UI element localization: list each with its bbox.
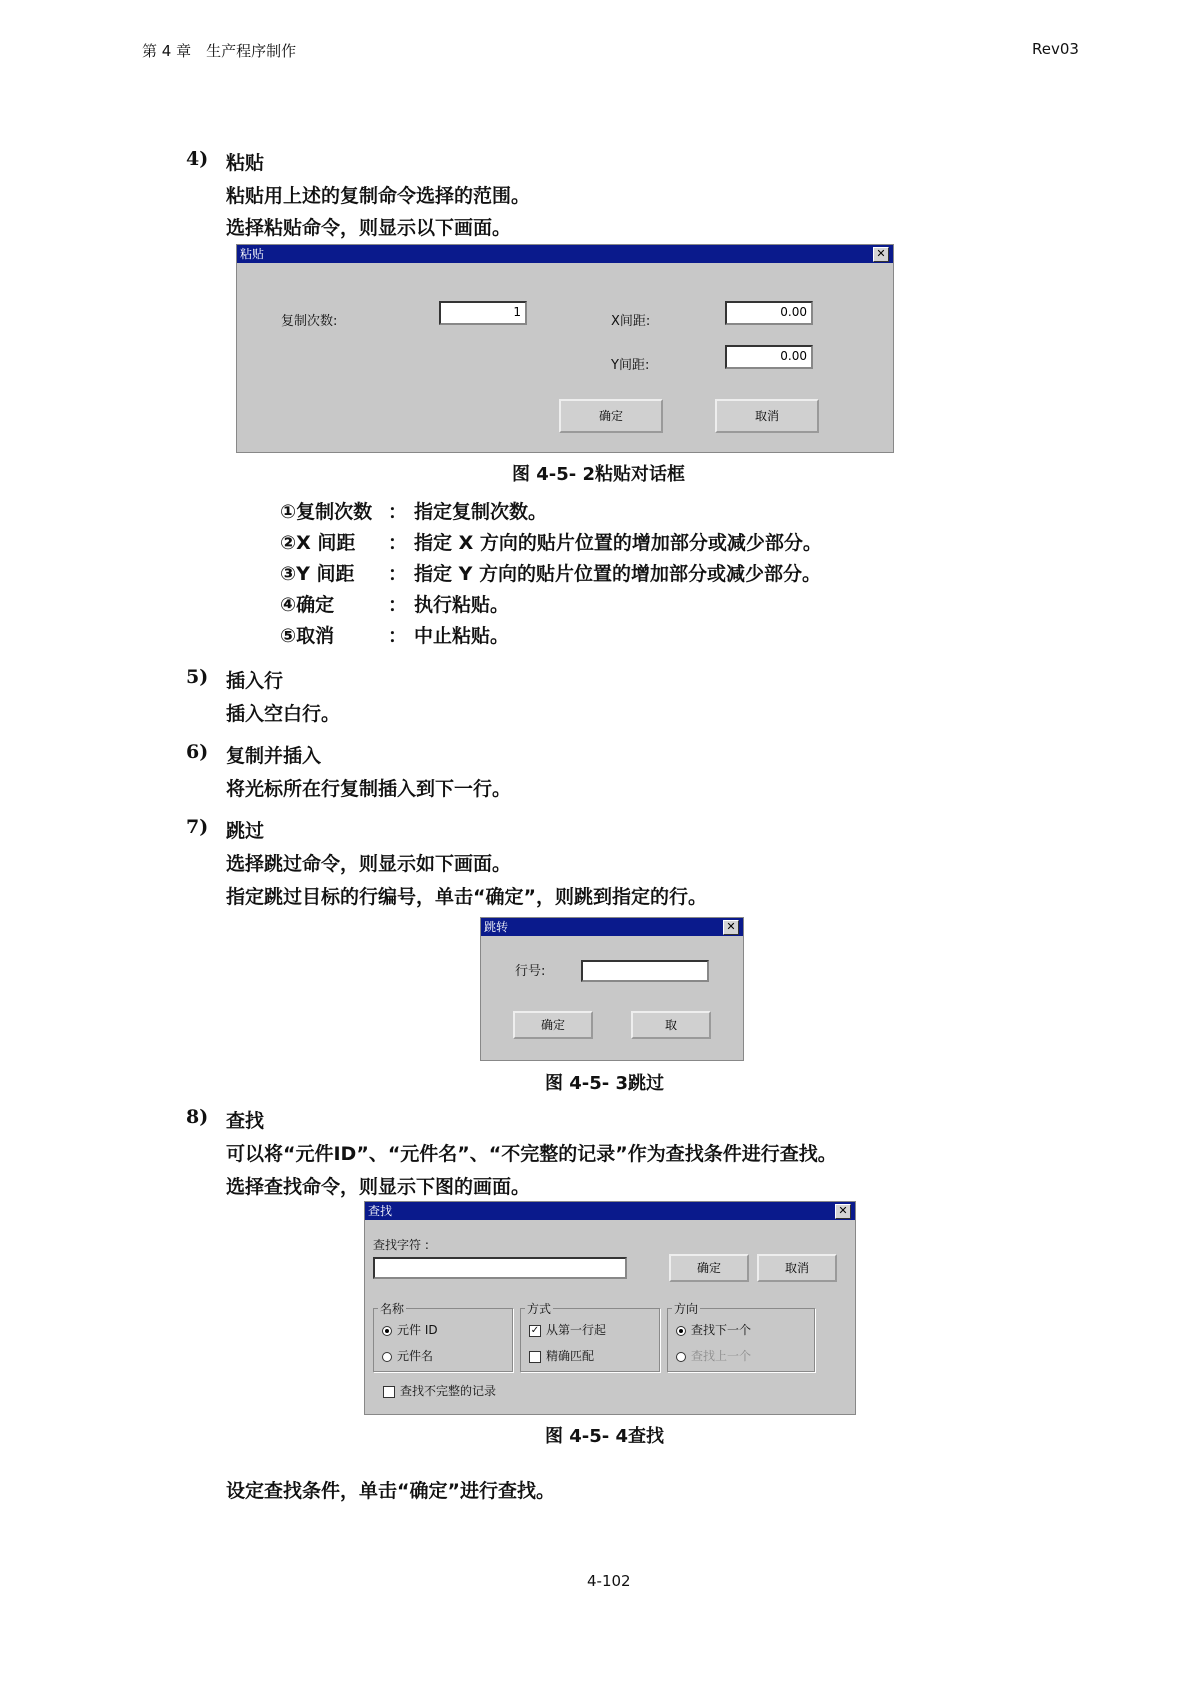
name-group-title: 名称	[380, 1302, 405, 1316]
paste-item-desc: 中止粘贴。	[414, 625, 510, 647]
find-next-label: 查找下一个	[691, 1323, 752, 1337]
find-dialog	[364, 1201, 856, 1415]
section-5-line1: 插入空白行。	[226, 703, 341, 725]
find-previous-label: 查找上一个	[691, 1349, 752, 1363]
mode-group-title: 方式	[527, 1302, 552, 1316]
copies-input[interactable]: 1	[439, 301, 527, 325]
section-6-line1: 将光标所在行复制插入到下一行。	[226, 778, 512, 800]
paste-item-term: ④确定	[280, 594, 335, 616]
radio-icon	[676, 1352, 686, 1362]
section-5-title: 插入行	[226, 670, 284, 692]
y-gap-label: Y间距:	[611, 358, 650, 373]
exact-match-label: 精确匹配	[546, 1349, 595, 1363]
search-text-label: 查找字符 :	[373, 1238, 429, 1252]
copies-label: 复制次数:	[281, 314, 338, 329]
from-first-row-label: 从第一行起	[546, 1323, 607, 1337]
section-7-line2: 指定跳过目标的行编号，单击“确定”，则跳到指定的行。	[226, 886, 707, 908]
paste-cancel-button[interactable]: 取消	[715, 399, 819, 433]
paste-item-desc: 指定复制次数。	[414, 501, 548, 523]
radio-part-id[interactable]	[382, 1321, 438, 1338]
paste-item-sep: ：	[388, 532, 408, 554]
close-icon[interactable]: ✕	[723, 920, 739, 935]
figure-2-caption: 图 4-5- 2粘贴对话框	[512, 464, 686, 485]
section-7-title: 跳过	[226, 820, 265, 842]
closing-text: 设定查找条件，单击“确定”进行查找。	[226, 1480, 555, 1502]
section-8-title: 查找	[226, 1110, 265, 1132]
paste-item-desc: 指定 Y 方向的贴片位置的增加部分或减少部分。	[414, 563, 821, 585]
section-4-title: 粘贴	[226, 152, 265, 174]
checkbox-exact-match[interactable]	[529, 1347, 594, 1364]
jump-dialog	[480, 917, 744, 1061]
name-group	[373, 1302, 513, 1372]
section-5-number: 5)	[186, 666, 209, 688]
jump-ok-button[interactable]: 确定	[513, 1011, 593, 1039]
row-number-label: 行号:	[515, 964, 546, 979]
paste-item-sep: ：	[388, 625, 408, 647]
paste-item-sep: ：	[388, 594, 408, 616]
x-gap-label: X间距:	[611, 314, 651, 329]
find-cancel-button[interactable]: 取消	[757, 1254, 837, 1282]
paste-item-desc: 指定 X 方向的贴片位置的增加部分或减少部分。	[414, 532, 822, 554]
radio-part-name-label: 元件名	[397, 1349, 434, 1363]
radio-part-name[interactable]	[382, 1347, 433, 1364]
jump-dialog-title: 跳转	[481, 918, 743, 936]
mode-group	[520, 1302, 660, 1372]
paste-item-sep: ：	[388, 563, 408, 585]
chapter-header: 第 4 章 生产程序制作	[142, 42, 297, 60]
paste-item-term: ②X 间距	[280, 532, 356, 554]
section-4-line2: 选择粘贴命令，则显示以下画面。	[226, 217, 512, 239]
find-dialog-title: 查找	[365, 1202, 855, 1220]
radio-selected-icon	[676, 1326, 686, 1336]
checkbox-icon	[529, 1351, 541, 1363]
radio-icon	[382, 1352, 392, 1362]
section-8-line1: 可以将“元件ID”、“元件名”、“不完整的记录”作为查找条件进行查找。	[226, 1143, 837, 1165]
section-4-line1: 粘贴用上述的复制命令选择的范围。	[226, 185, 531, 207]
direction-group-title: 方向	[674, 1302, 699, 1316]
paste-item-term: ③Y 间距	[280, 563, 355, 585]
paste-item-desc: 执行粘贴。	[414, 594, 510, 616]
section-7-number: 7)	[186, 816, 209, 838]
section-6-number: 6)	[186, 741, 209, 763]
revision-label: Rev03	[1032, 40, 1079, 58]
checkbox-from-first-row[interactable]	[529, 1321, 606, 1338]
paste-dialog-title: 粘贴	[237, 245, 893, 263]
figure-4-caption: 图 4-5- 4查找	[545, 1426, 665, 1447]
y-gap-input[interactable]: 0.00	[725, 345, 813, 369]
row-number-input[interactable]	[581, 960, 709, 982]
radio-selected-icon	[382, 1326, 392, 1336]
paste-item-term: ⑤取消	[280, 625, 335, 647]
radio-find-previous[interactable]	[676, 1347, 751, 1364]
section-8-number: 8)	[186, 1106, 209, 1128]
section-8-line2: 选择查找命令，则显示下图的画面。	[226, 1176, 531, 1198]
paste-ok-button[interactable]: 确定	[559, 399, 663, 433]
section-7-line1: 选择跳过命令，则显示如下画面。	[226, 853, 512, 875]
section-4-number: 4)	[186, 148, 209, 170]
paste-item-term: ①复制次数	[280, 501, 373, 523]
x-gap-input[interactable]: 0.00	[725, 301, 813, 325]
search-input[interactable]	[373, 1257, 627, 1279]
page-number: 4-102	[587, 1572, 631, 1590]
close-icon[interactable]: ✕	[873, 247, 889, 262]
paste-dialog	[236, 244, 894, 453]
checkmark-icon: ✓	[530, 1324, 540, 1336]
jump-cancel-button[interactable]: 取	[631, 1011, 711, 1039]
figure-3-caption: 图 4-5- 3跳过	[545, 1073, 665, 1094]
checkbox-incomplete-records[interactable]	[383, 1382, 496, 1399]
radio-part-id-label: 元件 ID	[397, 1323, 438, 1337]
find-ok-button[interactable]: 确定	[669, 1254, 749, 1282]
direction-group	[667, 1302, 815, 1372]
paste-item-sep: ：	[388, 501, 408, 523]
checkbox-icon	[383, 1386, 395, 1398]
incomplete-records-label: 查找不完整的记录	[400, 1384, 497, 1398]
radio-find-next[interactable]	[676, 1321, 751, 1338]
close-icon[interactable]: ✕	[835, 1204, 851, 1219]
section-6-title: 复制并插入	[226, 745, 322, 767]
